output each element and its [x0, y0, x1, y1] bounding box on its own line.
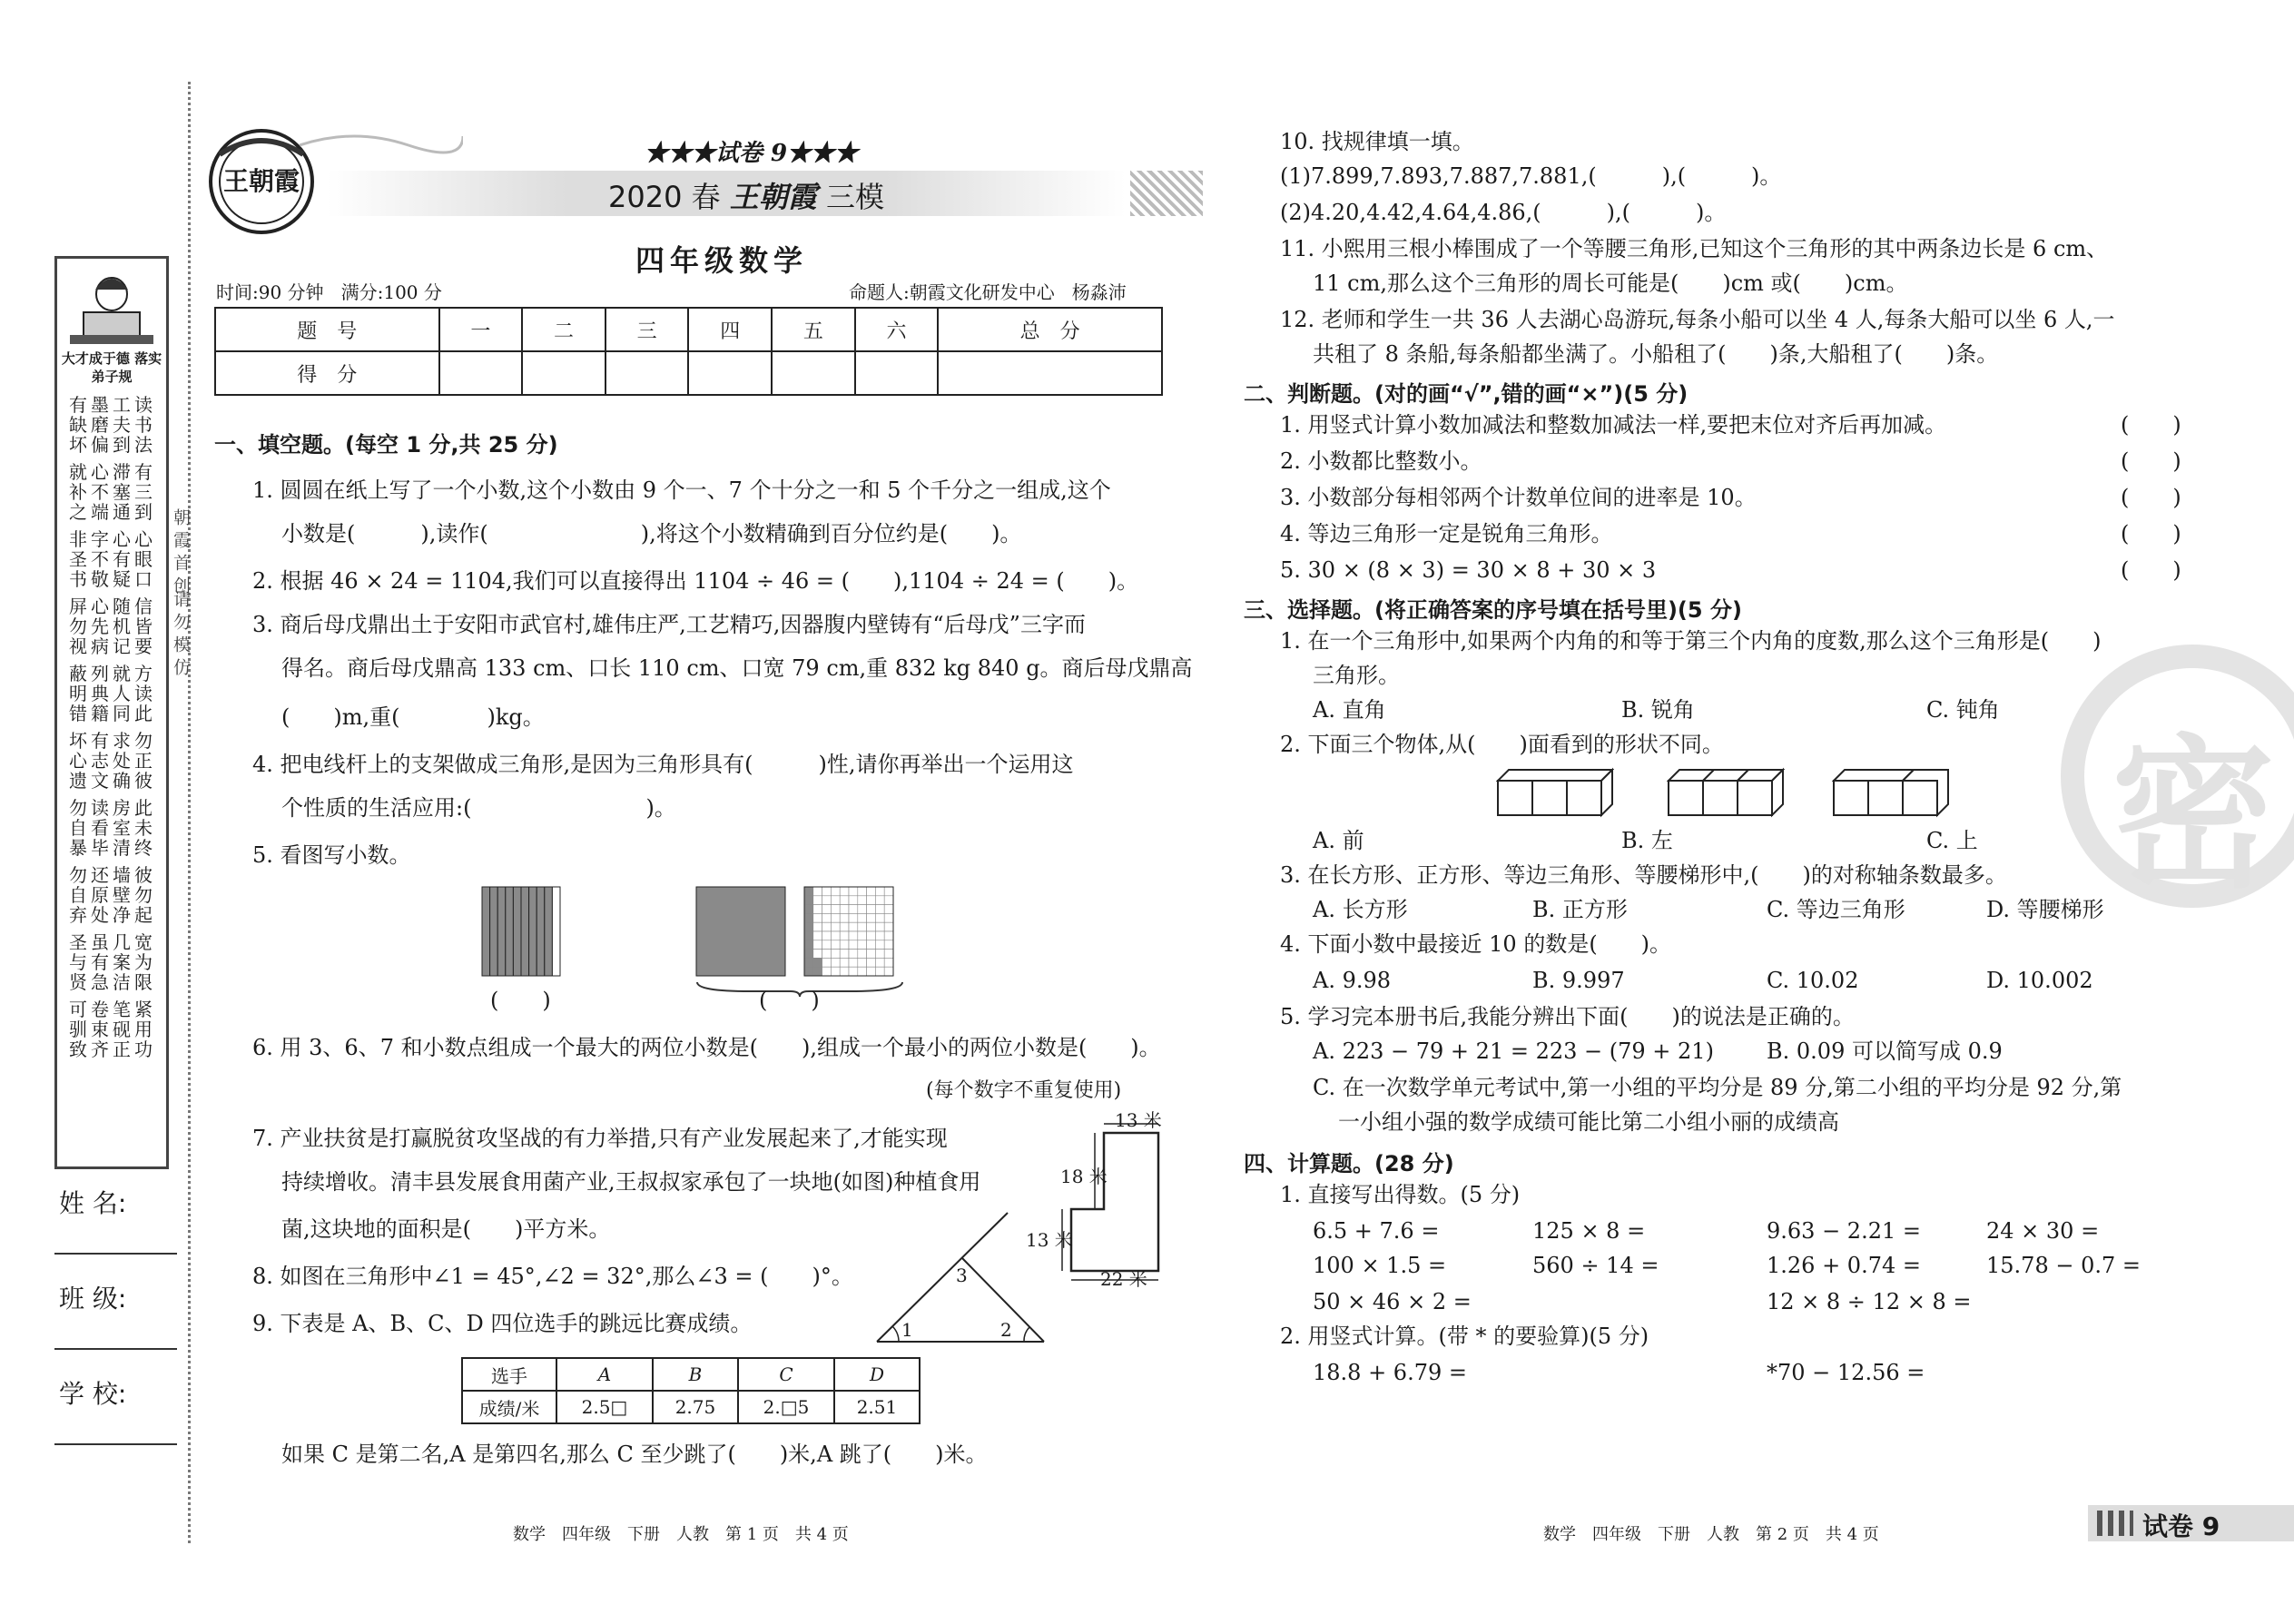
- poem-line: 与有案为: [69, 951, 156, 973]
- cube-figure-1: [1496, 764, 1614, 822]
- hundredths-cell: [875, 922, 884, 931]
- hundredths-cell: [804, 896, 813, 905]
- field-label-name: 姓 名:: [59, 1188, 127, 1218]
- side-field-school[interactable]: [54, 1371, 177, 1445]
- poem-line: 视病记要: [69, 635, 156, 657]
- q3-line-b: 得名。商后母戊鼎高 133 cm、口长 110 cm、口宽 79 cm,重 832 kg 840 g。商后母戊鼎高: [281, 655, 1193, 681]
- hundredths-cell: [884, 922, 893, 931]
- jump-table-row: [462, 1391, 920, 1423]
- hundredths-cell: [858, 940, 867, 950]
- hundredths-cell: [849, 967, 858, 976]
- poem-line: 坏偏到法: [69, 434, 156, 456]
- tenths-strip: [521, 887, 529, 976]
- subject-title: 四年级数学: [635, 243, 809, 278]
- q5-blank-1[interactable]: ( ): [490, 988, 551, 1013]
- calc-part-1: 1. 直接写出得数。(5 分): [1280, 1182, 1521, 1207]
- exam-year: 2020 春: [608, 180, 721, 214]
- side-binding-panel: [54, 256, 169, 1169]
- hundredths-cell: [804, 940, 813, 950]
- score-cell: 二: [522, 308, 605, 351]
- exam-suffix: 三模: [825, 180, 884, 214]
- poem-line: 明典人读: [69, 683, 156, 704]
- hundredths-cell: [867, 896, 876, 905]
- hundredths-cell: [884, 950, 893, 959]
- tenths-strip: [490, 887, 498, 976]
- choice-q3-opt-a: A. 长方形: [1313, 897, 1408, 922]
- land-figure: [1044, 1107, 1180, 1289]
- choice-q1-a: 1. 在一个三角形中,如果两个内角的和等于第三个内角的度数,那么这个三角形是( ): [1280, 628, 2102, 654]
- judge-5: 5. 30 × (8 × 3) = 30 × 8 + 30 × 3: [1280, 557, 1657, 583]
- hundredths-cell: [831, 967, 840, 976]
- hundredths-cell: [813, 958, 822, 967]
- score-table-header: [215, 308, 1162, 351]
- judge-4: 4. 等边三角形一定是锐角三角形。: [1280, 521, 1613, 546]
- choice-q2-opt-a: A. 前: [1313, 828, 1364, 853]
- side-poem: [63, 395, 162, 1067]
- side-field-name[interactable]: [54, 1180, 177, 1255]
- jump-cell: C: [738, 1358, 834, 1391]
- sec2-title: 二、判断题。(对的画“√”,错的画“×”)(5 分): [1244, 381, 1689, 407]
- q9: [252, 1305, 752, 1342]
- hundredths-cell: [822, 896, 832, 905]
- hundredths-cell: [804, 887, 813, 896]
- hundredths-cell: [884, 887, 893, 896]
- hundredths-cell: [867, 931, 876, 940]
- poem-line: 遗文确彼: [69, 770, 156, 792]
- calc-3-3: 12 × 8 ÷ 12 × 8 =: [1767, 1289, 1972, 1314]
- poem-line: 心志处正: [69, 750, 156, 772]
- jump-cell: 2.□5: [738, 1391, 834, 1423]
- score-input[interactable]: [522, 351, 605, 395]
- choice-q3-opt-b: B. 正方形: [1532, 897, 1628, 922]
- calc-2-2: 560 ÷ 14 =: [1532, 1253, 1659, 1278]
- choice-q3-opt-d: D. 等腰梯形: [1986, 897, 2104, 922]
- hundredths-cell: [831, 950, 840, 959]
- side-motto: 大才成于德 落实弟子规: [61, 350, 162, 385]
- title-banner-pattern: [1130, 171, 1203, 216]
- poem-line: 勿先机皆: [69, 615, 156, 637]
- judge-answer-3[interactable]: ( ): [2121, 485, 2181, 510]
- calc-1-4: 24 × 30 =: [1986, 1218, 2100, 1244]
- seal-text-1: 朝霞首创: [171, 508, 191, 599]
- poem-line: 错籍同此: [69, 703, 156, 724]
- hundredths-cell: [858, 950, 867, 959]
- q4-line-b: 个性质的生活应用:( )。: [281, 795, 676, 821]
- score-cell: 三: [605, 308, 689, 351]
- hundredths-cell: [804, 913, 813, 922]
- tenths-strip: [545, 887, 553, 976]
- hundredths-cell: [813, 905, 822, 914]
- tenths-figure: [481, 886, 563, 980]
- score-input[interactable]: [938, 351, 1162, 395]
- score-cell: 题 号: [215, 308, 439, 351]
- hundredths-cell: [840, 940, 849, 950]
- angle-label-1: 1: [901, 1319, 913, 1341]
- hundredths-cell: [831, 931, 840, 940]
- choice-q3: 3. 在长方形、正方形、等边三角形、等腰梯形中,( )的对称轴条数最多。: [1280, 862, 2007, 888]
- q11-line-b: 11 cm,那么这个三角形的周长可能是( )cm 或( )cm。: [1313, 271, 1908, 296]
- sec4-title: 四、计算题。(28 分): [1244, 1151, 1454, 1176]
- q4-line-a: 4. 把电线杆上的支架做成三角形,是因为三角形具有( )性,请你再举出一个运用这: [252, 752, 1074, 777]
- q5-blank-2[interactable]: ( ): [759, 988, 820, 1013]
- q11-line-a: 11. 小熙用三根小棒围成了一个等腰三角形,已知这个三角形的其中两条边长是 6 cm、: [1280, 236, 2109, 261]
- author-line: 命题人:朝霞文化研发中心 杨淼沛: [849, 281, 1127, 303]
- vertical-calc-2: *70 − 12.56 =: [1767, 1360, 1925, 1385]
- hundredths-cell: [840, 958, 849, 967]
- hundredths-cell: [813, 967, 822, 976]
- hundredths-cell: [813, 896, 822, 905]
- choice-q5: 5. 学习完本册书后,我能分辨出下面( )的说法是正确的。: [1280, 1004, 1855, 1029]
- poem-line: 勿读房此: [69, 797, 156, 819]
- ribbon-decoration: [300, 127, 463, 163]
- hundredths-cell: [822, 913, 832, 922]
- hundredths-cell: [875, 967, 884, 976]
- poem-line: 缺磨夫书: [69, 414, 156, 436]
- hundredths-cell: [867, 950, 876, 959]
- score-input[interactable]: [605, 351, 689, 395]
- side-field-class[interactable]: [54, 1275, 177, 1350]
- watermark-char: 密: [2111, 721, 2275, 910]
- hundredths-cell: [858, 967, 867, 976]
- judge-1: 1. 用竖式计算小数加减法和整数加减法一样,要把末位对齐后再加减。: [1280, 412, 1947, 438]
- angle-label-2: 2: [1000, 1319, 1012, 1341]
- poem-line: 非字心心: [69, 528, 156, 550]
- hundredths-cell: [813, 887, 822, 896]
- judge-2: 2. 小数都比整数小。: [1280, 448, 1482, 474]
- jump-cell: 2.75: [653, 1391, 738, 1423]
- hundredths-cell: [822, 940, 832, 950]
- hundredths-cell: [813, 922, 822, 931]
- calc-1-1: 6.5 + 7.6 =: [1313, 1218, 1440, 1244]
- hundredths-cell: [858, 958, 867, 967]
- hundredths-cell: [884, 896, 893, 905]
- vertical-calc-1: 18.8 + 6.79 =: [1313, 1360, 1467, 1385]
- choice-q5-opt-a: A. 223 − 79 + 21 = 223 − (79 + 21): [1313, 1038, 1714, 1064]
- choice-q1-opt-c: C. 钝角: [1926, 697, 2000, 723]
- choice-q5-opt-c2: 一小组小强的数学成绩可能比第二小组小丽的成绩高: [1338, 1109, 1839, 1135]
- jump-cell: D: [834, 1358, 920, 1391]
- hundredths-cell: [804, 950, 813, 959]
- hundredths-cell: [831, 922, 840, 931]
- series-label: ★★★试卷 9★★★: [645, 140, 859, 167]
- scholar-illustration: [61, 262, 162, 349]
- hundredths-cell: [831, 958, 840, 967]
- choice-q4-opt-c: C. 10.02: [1767, 968, 1859, 993]
- hundredths-cell: [822, 905, 832, 914]
- score-cell: 总 分: [938, 308, 1162, 351]
- hundredths-cell: [849, 913, 858, 922]
- choice-q4-opt-d: D. 10.002: [1986, 968, 2093, 993]
- score-input[interactable]: [855, 351, 939, 395]
- poem-line: 暴毕清终: [69, 837, 156, 859]
- binding-dashed-line: [188, 82, 191, 1543]
- hundredths-cell: [884, 967, 893, 976]
- hundredths-cell: [840, 896, 849, 905]
- hundredths-cell: [822, 931, 832, 940]
- field-label-school: 学 校:: [59, 1379, 127, 1409]
- hundredths-cell: [849, 931, 858, 940]
- poem-line: 蔽列就方: [69, 663, 156, 684]
- jump-cell: 2.51: [834, 1391, 920, 1423]
- q12-line-a: 12. 老师和学生一共 36 人去湖心岛游玩,每条小船可以坐 4 人,每条大船可以坐 6 人,一: [1280, 307, 2115, 332]
- hundredths-full-square: [696, 887, 785, 976]
- hundredths-cell: [875, 931, 884, 940]
- time-score: 时间:90 分钟 满分:100 分: [216, 281, 442, 303]
- hundredths-cell: [822, 887, 832, 896]
- hundredths-cell: [813, 950, 822, 959]
- calc-1-2: 125 × 8 =: [1532, 1218, 1646, 1244]
- hundredths-cell: [822, 967, 832, 976]
- q10-1: (1)7.899,7.893,7.887,7.881,( ),( )。: [1280, 163, 1782, 189]
- logo-text: 王朝霞: [222, 166, 300, 196]
- footer-badge: 试卷 9: [2142, 1511, 2220, 1541]
- angle-label-3: 3: [956, 1265, 968, 1286]
- poem-line: 自原壁勿: [69, 884, 156, 906]
- tenths-strip: [552, 887, 560, 976]
- hundredths-cell: [867, 958, 876, 967]
- cube-figure-3: [1832, 764, 1950, 822]
- hundredths-cell: [804, 967, 813, 976]
- q8: 8. 如图在三角形中∠1 = 45°,∠2 = 32°,那么∠3 = ( )°。: [252, 1264, 853, 1289]
- jump-table-header: [462, 1358, 920, 1391]
- hundredths-cell: [822, 950, 832, 959]
- hundredths-cell: [840, 913, 849, 922]
- land-label-left-upper: 18 米: [1060, 1166, 1108, 1187]
- hundredths-cell: [867, 967, 876, 976]
- hundredths-cell: [875, 940, 884, 950]
- choice-q4-opt-a: A. 9.98: [1313, 968, 1392, 993]
- q9-text: 9. 下表是 A、B、C、D 四位选手的跳远比赛成绩。: [252, 1311, 753, 1336]
- poem-line: 之端通到: [69, 501, 156, 523]
- poem-line: 自看室未: [69, 817, 156, 839]
- cube-figure-2: [1667, 764, 1785, 822]
- secret-watermark: [2061, 645, 2294, 908]
- poem-line: 驯束砚用: [69, 1019, 156, 1040]
- q1-line-a: 1. 圆圆在纸上写了一个小数,这个小数由 9 个一、7 个十分之一和 5 个千分之一组成,这个: [252, 477, 1111, 503]
- hundredths-cell: [831, 905, 840, 914]
- sec1-title: 一、填空题。(每空 1 分,共 25 分): [214, 432, 558, 458]
- land-label-bottom: 22 米: [1100, 1268, 1147, 1290]
- tenths-strip: [513, 887, 521, 976]
- hundredths-cell: [867, 940, 876, 950]
- calc-3-1: 50 × 46 × 2 =: [1313, 1289, 1472, 1314]
- hundredths-cell: [840, 922, 849, 931]
- footer-right: 数学 四年级 下册 人教 第 2 页 共 4 页: [1543, 1525, 1879, 1544]
- hundredths-cell: [840, 905, 849, 914]
- hundredths-cell: [858, 922, 867, 931]
- hundredths-cell: [867, 913, 876, 922]
- tenths-strip: [482, 887, 490, 976]
- hundredths-cell: [840, 931, 849, 940]
- q12-line-b: 共租了 8 条船,每条船都坐满了。小船租了( )条,大船租了( )条。: [1313, 341, 1999, 367]
- hundredths-cell: [875, 887, 884, 896]
- hundredths-cell: [858, 913, 867, 922]
- calc-2-1: 100 × 1.5 =: [1313, 1253, 1447, 1278]
- seal-text-2: 请勿模仿: [171, 590, 191, 681]
- choice-q5-opt-c1: C. 在一次数学单元考试中,第一小组的平均分是 89 分,第二小组的平均分是 92 分,第: [1313, 1075, 2122, 1100]
- q10-2: (2)4.20,4.42,4.64,4.86,( ),( )。: [1280, 200, 1727, 225]
- calc-part-2: 2. 用竖式计算。(带 * 的要验算)(5 分): [1280, 1324, 1649, 1349]
- hundredths-cell: [849, 940, 858, 950]
- choice-q3-opt-c: C. 等边三角形: [1767, 897, 1905, 922]
- poem-line: 屏心随信: [69, 595, 156, 617]
- score-cell: 五: [772, 308, 855, 351]
- hundredths-cell: [831, 940, 840, 950]
- poem-line: 勿还墙彼: [69, 864, 156, 886]
- hundredths-cell: [875, 905, 884, 914]
- tenths-strip: [497, 887, 506, 976]
- score-input[interactable]: [688, 351, 772, 395]
- judge-3: 3. 小数部分每相邻两个计数单位间的进率是 10。: [1280, 485, 1757, 510]
- q6-note: (每个数字不重复使用): [926, 1079, 1122, 1102]
- exam-title: [608, 174, 884, 216]
- hundredths-cell: [822, 922, 832, 931]
- q7-line-c: 菌,这块地的面积是( )平方米。: [281, 1216, 611, 1242]
- q3-line-a: 3. 商后母戊鼎出土于安阳市武官村,雄伟庄严,工艺精巧,因器腹内壁铸有“后母戊”三字而: [252, 612, 1086, 637]
- hundredths-cell: [875, 958, 884, 967]
- hundredths-cell: [884, 958, 893, 967]
- hundredths-cell: [858, 931, 867, 940]
- hundredths-cell: [849, 950, 858, 959]
- choice-q1-opt-b: B. 锐角: [1621, 697, 1695, 723]
- hundredths-cell: [858, 887, 867, 896]
- hundredths-cell: [884, 905, 893, 914]
- jump-cell: 2.5□: [556, 1391, 653, 1423]
- calc-2-4: 15.78 − 0.7 =: [1986, 1253, 2141, 1278]
- choice-q2: 2. 下面三个物体,从( )面看到的形状不同。: [1280, 732, 1724, 757]
- tenths-strip: [506, 887, 514, 976]
- hundredths-cell: [804, 958, 813, 967]
- judge-answer-1[interactable]: ( ): [2121, 412, 2181, 438]
- choice-q1-opt-a: A. 直角: [1313, 697, 1386, 723]
- footer-badge-pattern: [2097, 1511, 2133, 1536]
- hundredths-cell: [884, 940, 893, 950]
- footer-left: 数学 四年级 下册 人教 第 1 页 共 4 页: [513, 1525, 849, 1544]
- score-input[interactable]: [439, 351, 523, 395]
- choice-q2-opt-c: C. 上: [1926, 828, 1978, 853]
- score-cell: 四: [688, 308, 772, 351]
- choice-q1-b: 三角形。: [1313, 663, 1400, 688]
- hundredths-figure: [695, 886, 904, 980]
- sec3-title: 三、选择题。(将正确答案的序号填在括号里)(5 分): [1244, 597, 1742, 623]
- tenths-strip: [537, 887, 545, 976]
- q10: 10. 找规律填一填。: [1280, 129, 1474, 154]
- score-table: [214, 307, 1163, 396]
- poem-line: 可卷笔紧: [69, 999, 156, 1020]
- hundredths-cell: [867, 922, 876, 931]
- hundredths-cell: [884, 913, 893, 922]
- poem-line: 贤急洁限: [69, 971, 156, 993]
- hundredths-cell: [831, 913, 840, 922]
- hundredths-cell: [813, 940, 822, 950]
- hundredths-cell: [813, 913, 822, 922]
- jump-cell: B: [653, 1358, 738, 1391]
- score-cell: 得 分: [215, 351, 439, 395]
- judge-answer-2[interactable]: ( ): [2121, 448, 2181, 474]
- hundredths-cell: [831, 887, 840, 896]
- field-label-class: 班 级:: [59, 1284, 127, 1314]
- hundredths-cell: [884, 931, 893, 940]
- hundredths-cell: [849, 896, 858, 905]
- choice-q5-opt-b: B. 0.09 可以简写成 0.9: [1767, 1038, 2003, 1064]
- q1-line-b: 小数是( ),读作( ),将这个小数精确到百分位约是( )。: [281, 521, 1022, 546]
- tenths-strip: [529, 887, 537, 976]
- choice-q2-opt-b: B. 左: [1621, 828, 1673, 853]
- land-label-top: 13 米: [1115, 1109, 1162, 1131]
- q7-line-b: 持续增收。清丰县发展食用菌产业,王叔叔家承包了一块地(如图)种植食用: [281, 1169, 981, 1195]
- poem-line: 书敬疑口: [69, 568, 156, 590]
- choice-q4-opt-b: B. 9.997: [1532, 968, 1625, 993]
- q6: 6. 用 3、6、7 和小数点组成一个最大的两位小数是( ),组成一个最小的两位小数是( )。: [252, 1035, 1161, 1060]
- score-cell: 一: [439, 308, 523, 351]
- choice-q4: 4. 下面小数中最接近 10 的数是( )。: [1280, 931, 1672, 957]
- poem-line: 圣虽几宽: [69, 931, 156, 953]
- jump-table: [461, 1357, 921, 1424]
- jump-cell: 成绩/米: [462, 1391, 556, 1423]
- hundredths-cell: [840, 887, 849, 896]
- hundredths-cell: [849, 922, 858, 931]
- hundredths-cell: [804, 931, 813, 940]
- hundredths-cell: [875, 913, 884, 922]
- q2: 2. 根据 46 × 24 = 1104,我们可以直接得出 1104 ÷ 46 = ( ),1104 ÷ 24 = ( )。: [252, 568, 1139, 594]
- score-table-score-row: [215, 351, 1162, 395]
- judge-answer-5[interactable]: ( ): [2121, 557, 2181, 583]
- hundredths-cell: [804, 922, 813, 931]
- hundredths-cell: [849, 958, 858, 967]
- hundredths-cell: [813, 931, 822, 940]
- hundredths-cell: [840, 950, 849, 959]
- calc-2-3: 1.26 + 0.74 =: [1767, 1253, 1921, 1278]
- q3-line-c: ( )m,重( )kg。: [281, 704, 545, 730]
- calc-1-3: 9.63 − 2.21 =: [1767, 1218, 1921, 1244]
- q7-line-a: 7. 产业扶贫是打赢脱贫攻坚战的有力举措,只有产业发展起来了,才能实现: [252, 1126, 948, 1151]
- land-label-left-lower: 13 米: [1026, 1229, 1073, 1251]
- jump-cell: A: [556, 1358, 653, 1391]
- hundredths-cell: [804, 905, 813, 914]
- hundredths-cell: [867, 887, 876, 896]
- hundredths-cell: [858, 896, 867, 905]
- hundredths-cell: [849, 887, 858, 896]
- poem-line: 有墨工读: [69, 394, 156, 416]
- q9-question: 如果 C 是第二名,A 是第四名,那么 C 至少跳了( )米,A 跳了( )米。: [281, 1442, 988, 1467]
- poem-line: 弃处净起: [69, 904, 156, 926]
- poem-line: 补不塞三: [69, 481, 156, 503]
- poem-line: 圣不有眼: [69, 548, 156, 570]
- poem-grid: [63, 395, 162, 1059]
- exam-brand: 王朝霞: [729, 180, 817, 214]
- hundredths-cell: [858, 905, 867, 914]
- hundredths-cell: [822, 958, 832, 967]
- hundredths-cell: [875, 896, 884, 905]
- hundredths-cell: [849, 905, 858, 914]
- poem-line: 就心滞有: [69, 461, 156, 483]
- score-input[interactable]: [772, 351, 855, 395]
- q5: 5. 看图写小数。: [252, 842, 411, 868]
- hundredths-cell: [840, 967, 849, 976]
- jump-cell: 选手: [462, 1358, 556, 1391]
- poem-line: 坏有求勿: [69, 730, 156, 752]
- hundredths-cell: [875, 950, 884, 959]
- hundredths-cell: [831, 896, 840, 905]
- hundredths-cell: [867, 905, 876, 914]
- judge-answer-4[interactable]: ( ): [2121, 521, 2181, 546]
- score-cell: 六: [855, 308, 939, 351]
- poem-line: 致齐正功: [69, 1038, 156, 1060]
